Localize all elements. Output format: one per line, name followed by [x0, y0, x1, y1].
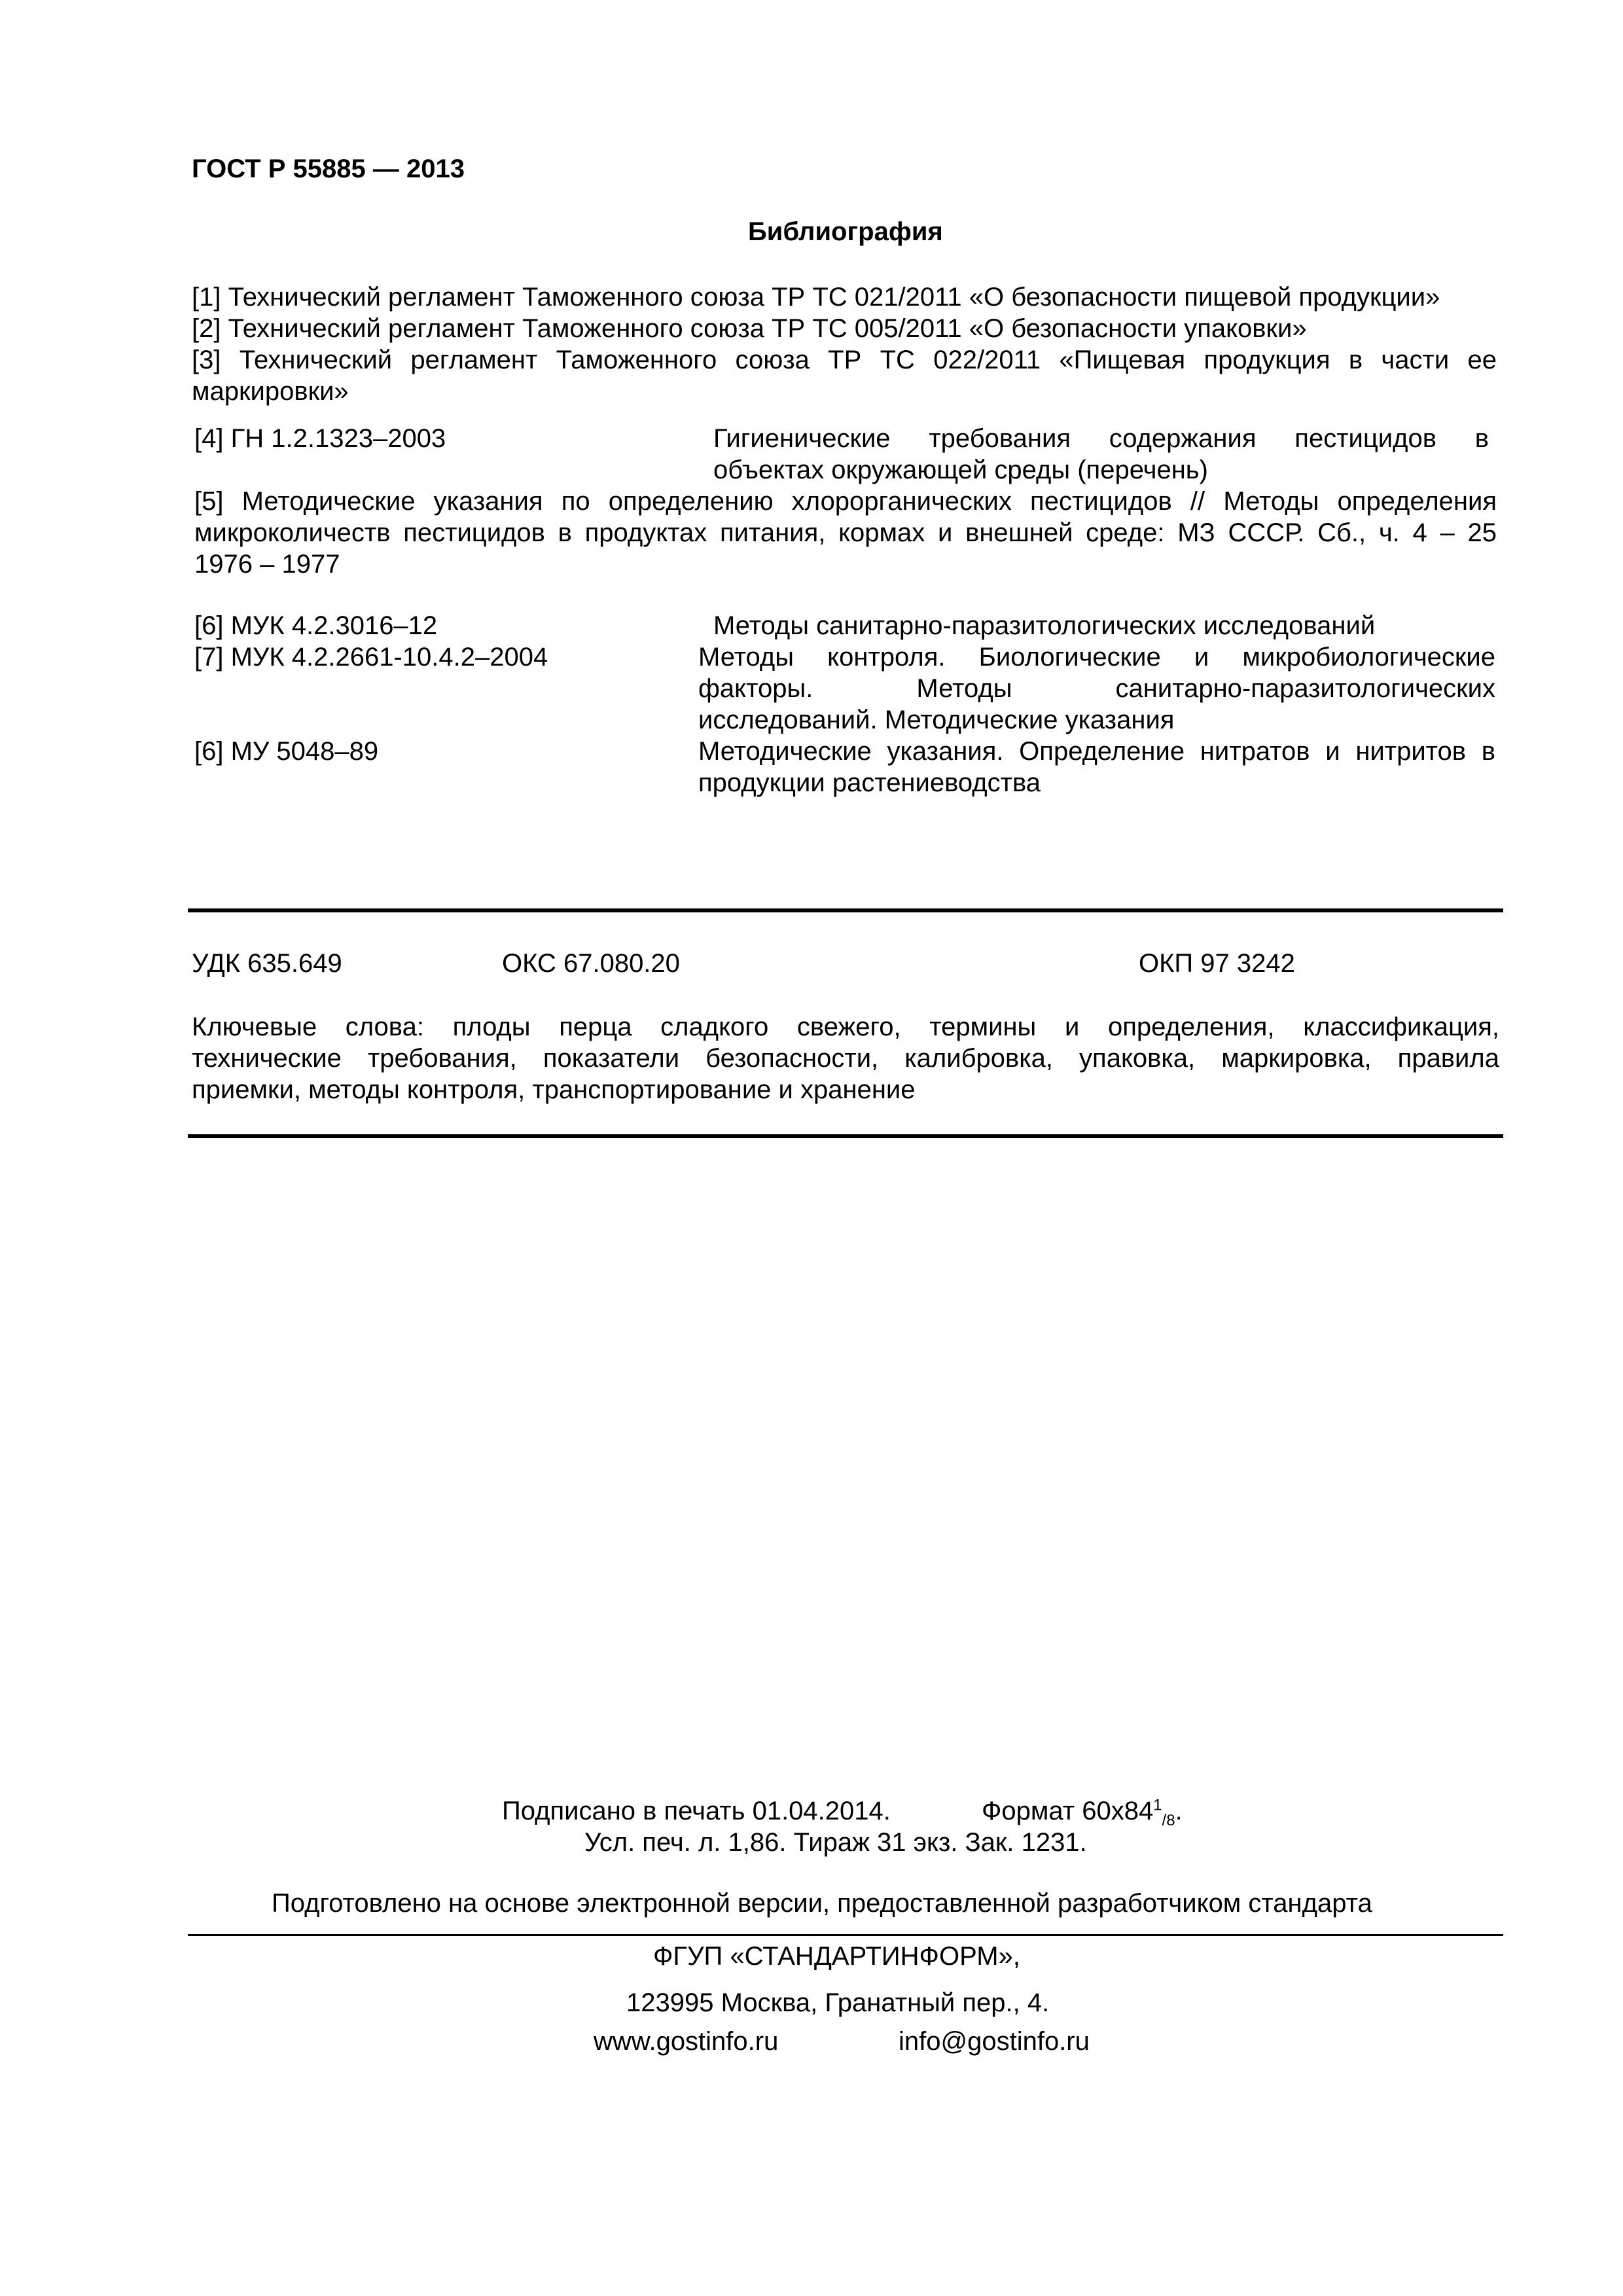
format-suffix: . [1175, 1797, 1183, 1825]
bib-entry-2: [2] Технический регламент Таможенного союза ТР ТС 005/2011 «О безопасности упаковки» [192, 314, 1307, 343]
bib-entry-4-ref: [4] ГН 1.2.1323–2003 [194, 424, 446, 453]
bib-entry-5-line1: [5] Методические указания по определению хлорорганических пестицидов // Методы определения [194, 487, 1497, 516]
keywords-line3: приемки, методы контроля, транспортирование и хранение [192, 1075, 916, 1104]
bib-entry-5-line2: микроколичеств пестицидов в продуктах питания, кормах и внешней среде: МЗ СССР. Сб., ч. 4 – 25 [194, 518, 1497, 547]
bib-entry-7-desc-line2: факторы. Методы санитарно-паразитологических [698, 674, 1495, 703]
format-prefix: Формат 60x84 [982, 1797, 1154, 1825]
publisher-website[interactable]: www.gostinfo.ru [594, 2027, 779, 2056]
bib-entry-8-desc-line2: продукции растениеводства [698, 768, 1041, 797]
bib-entry-7-desc-line3: исследований. Методические указания [698, 706, 1175, 734]
bib-entry-3-line1: [3] Технический регламент Таможенного союза ТР ТС 022/2011 «Пищевая продукция в части ее [192, 346, 1497, 374]
keywords-line2: технические требования, показатели безопасности, калибровка, упаковка, маркировка, правила [192, 1044, 1499, 1073]
bibliography-title: Библиография [748, 217, 943, 246]
document-code: ГОСТ Р 55885 — 2013 [192, 154, 465, 183]
separator-rule-bottom [188, 1134, 1503, 1138]
bib-entry-5-line3: 1976 – 1977 [194, 550, 340, 579]
format-info [982, 1795, 1183, 1827]
okp-code: ОКП 97 3242 [1139, 949, 1295, 978]
bib-entry-8-desc-line1: Методические указания. Определение нитратов и нитритов в [698, 737, 1495, 766]
signed-to-print: Подписано в печать 01.04.2014. [502, 1797, 891, 1825]
bib-entry-3-line2: маркировки» [192, 377, 349, 406]
format-superscript: 1 [1153, 1796, 1162, 1814]
bib-entry-7-desc-line1: Методы контроля. Биологические и микробиологические [698, 643, 1495, 672]
imprint-rule [188, 1934, 1503, 1936]
bib-entry-7-ref: [7] МУК 4.2.2661-10.4.2–2004 [194, 643, 548, 672]
publisher-email[interactable]: info@gostinfo.ru [899, 2027, 1090, 2056]
bib-entry-6-desc: Методы санитарно-паразитологических исследований [713, 611, 1376, 640]
keywords-line1: Ключевые слова: плоды перца сладкого свежего, термины и определения, классификация, [192, 1013, 1499, 1041]
oks-code: ОКС 67.080.20 [502, 949, 680, 978]
bib-entry-6-ref: [6] МУК 4.2.3016–12 [194, 611, 438, 640]
format-subscript: /8 [1162, 1812, 1175, 1829]
publisher-name: ФГУП «СТАНДАРТИНФОРМ», [653, 1942, 1020, 1971]
udk-code: УДК 635.649 [192, 949, 342, 978]
bib-entry-1: [1] Технический регламент Таможенного союза ТР ТС 021/2011 «О безопасности пищевой продукции» [192, 283, 1440, 312]
prepared-note: Подготовлено на основе электронной версии, предоставленной разработчиком стандарта [272, 1889, 1372, 1918]
print-info: Усл. печ. л. 1,86. Тираж 31 экз. Зак. 1231. [584, 1828, 1087, 1857]
bib-entry-4-desc-line2: объектах окружающей среды (перечень) [713, 456, 1208, 484]
bib-entry-8-ref: [6] МУ 5048–89 [194, 737, 379, 766]
bib-entry-4-desc-line1: Гигиенические требования содержания пестицидов в [713, 424, 1489, 453]
publisher-address: 123995 Москва, Гранатный пер., 4. [626, 1988, 1050, 2017]
separator-rule-top [188, 908, 1503, 912]
